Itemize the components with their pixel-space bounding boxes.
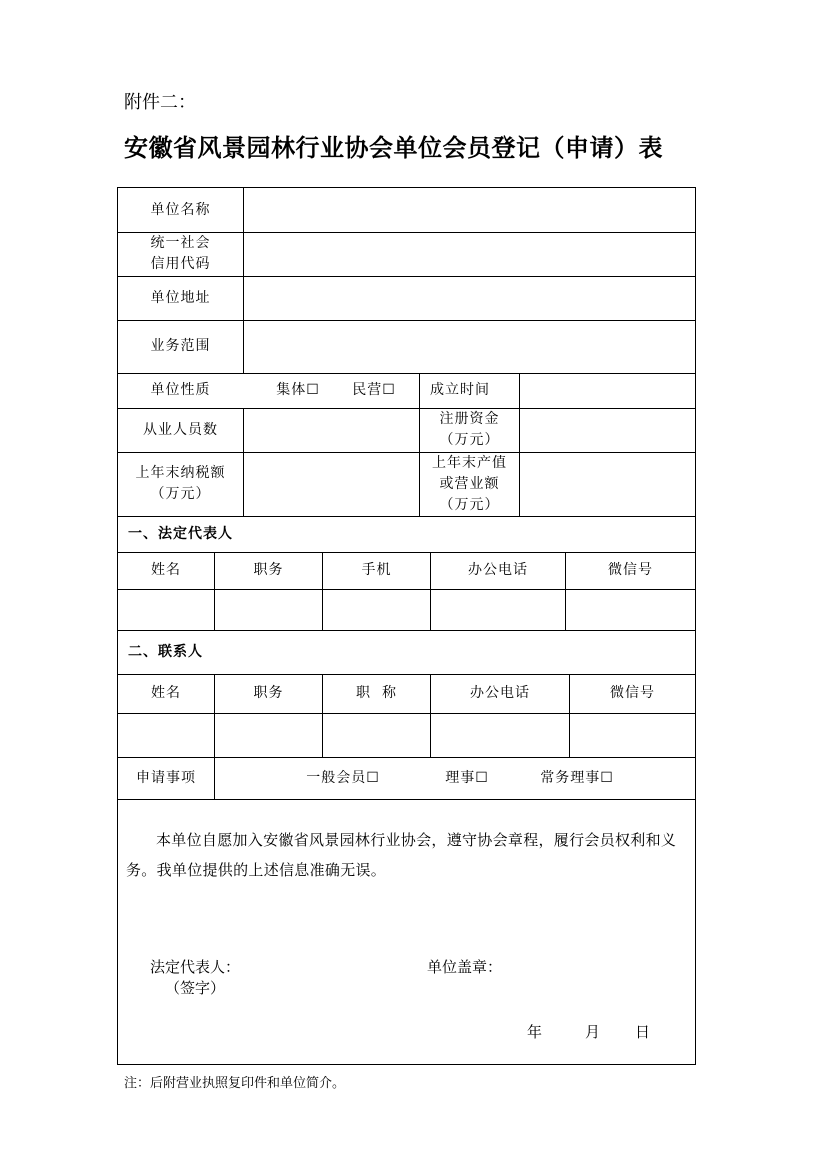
contact-name-field[interactable]: [118, 713, 214, 757]
credit-code-label: 统一社会 信用代码: [150, 235, 211, 272]
tax-field[interactable]: [244, 452, 419, 516]
footer-note: 注：后附营业执照复印件和单位简介。: [124, 1076, 346, 1091]
tax-label: 上年末纳税额 （万元）: [135, 465, 226, 502]
contact-name-header: 姓名: [151, 685, 181, 701]
employees-field[interactable]: [244, 408, 419, 452]
nature-label: 单位性质: [150, 382, 211, 398]
application-label: 申请事项: [136, 769, 196, 786]
legal-rep-mobile-header: 手机: [361, 562, 392, 578]
registration-form: [117, 187, 696, 1065]
contact-title-field[interactable]: [323, 713, 430, 757]
legal-rep-mobile-field[interactable]: [323, 589, 430, 630]
declaration-text: 本单位自愿加入安徽省风景园林行业协会，遵守协会章程，履行会员权利和义务。我单位提供的上述信息准确无误。: [126, 831, 677, 879]
row-divider: [118, 799, 695, 800]
registered-capital-field[interactable]: [520, 408, 695, 452]
output-label: 上年末产值 或营业额 （万元）: [432, 454, 507, 513]
contact-office-phone-header: 办公电话: [470, 685, 530, 701]
legal-rep-position-field[interactable]: [215, 589, 322, 630]
registered-capital-label: 注册资金 （万元）: [439, 411, 500, 448]
credit-code-field[interactable]: [244, 232, 695, 276]
output-field[interactable]: [520, 452, 695, 516]
section-contact-title: 二、联系人: [128, 643, 203, 660]
section-legal-representative-title: 一、法定代表人: [128, 525, 233, 542]
contact-position-field[interactable]: [215, 713, 322, 757]
business-scope-field[interactable]: [244, 320, 695, 373]
director-checkbox[interactable]: 理事☐: [445, 769, 489, 786]
month-label: 月: [585, 1023, 601, 1041]
nature-collective-checkbox[interactable]: 集体☐: [276, 382, 320, 398]
established-field[interactable]: [520, 373, 695, 408]
contact-title-header: 职 称: [356, 685, 397, 701]
day-label: 日: [635, 1023, 651, 1041]
executive-director-checkbox[interactable]: 常务理事☐: [540, 769, 614, 786]
contact-office-phone-field[interactable]: [431, 713, 569, 757]
contact-position-header: 职务: [253, 685, 284, 701]
attachment-label: 附件二：: [124, 92, 196, 113]
page-title: 安徽省风景园林行业协会单位会员登记（申请）表: [124, 134, 663, 162]
legal-rep-position-header: 职务: [253, 562, 284, 578]
legal-rep-wechat-field[interactable]: [566, 589, 695, 630]
legal-rep-wechat-header: 微信号: [608, 562, 653, 578]
nature-private-checkbox[interactable]: 民营☐: [352, 382, 396, 398]
sign-note: （签字）: [165, 979, 226, 997]
legal-rep-sign-label: 法定代表人：: [150, 958, 241, 976]
legal-rep-name-field[interactable]: [118, 589, 214, 630]
address-field[interactable]: [244, 276, 695, 320]
employees-label: 从业人员数: [143, 421, 218, 438]
unit-name-field[interactable]: [244, 188, 695, 232]
legal-rep-office-phone-field[interactable]: [431, 589, 565, 630]
legal-rep-name-header: 姓名: [151, 562, 181, 578]
unit-seal-label: 单位盖章：: [427, 958, 503, 976]
contact-wechat-header: 微信号: [610, 685, 655, 701]
unit-name-label: 单位名称: [150, 201, 211, 218]
year-label: 年: [527, 1023, 543, 1041]
established-label: 成立时间: [430, 382, 490, 398]
business-scope-label: 业务范围: [150, 338, 211, 354]
general-member-checkbox[interactable]: 一般会员☐: [306, 769, 380, 786]
address-label: 单位地址: [150, 289, 211, 306]
legal-rep-office-phone-header: 办公电话: [468, 562, 528, 578]
contact-wechat-field[interactable]: [570, 713, 695, 757]
